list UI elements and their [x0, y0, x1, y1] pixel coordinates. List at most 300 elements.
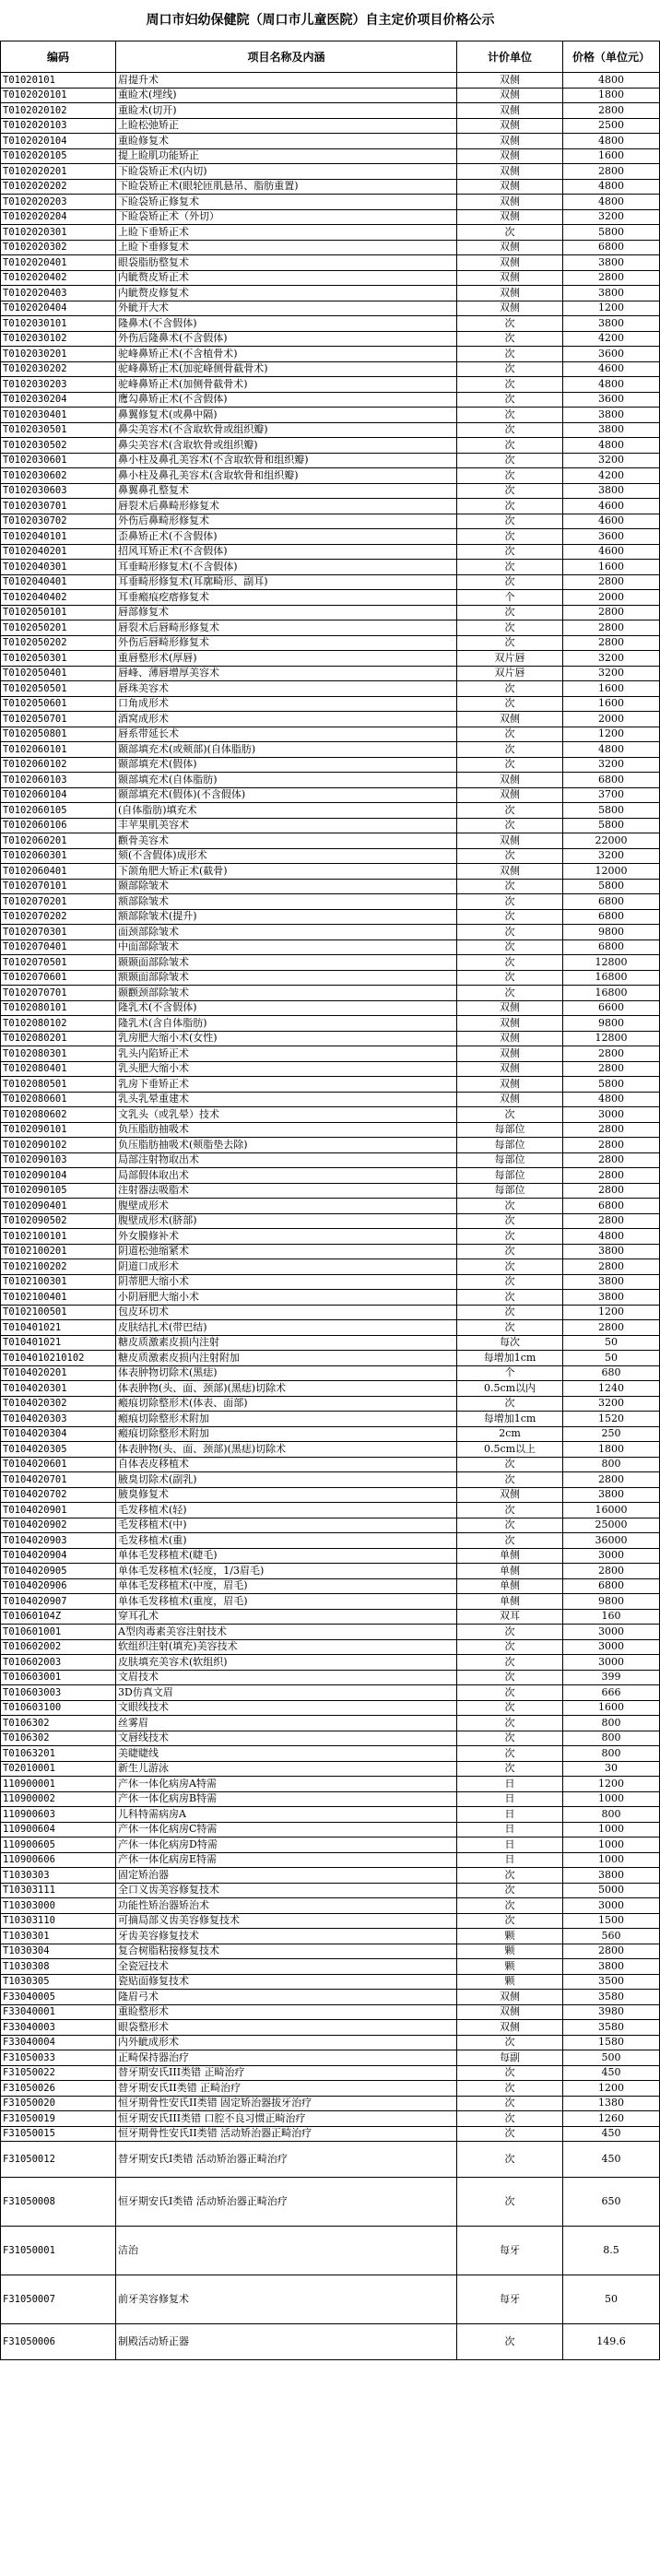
row-code: T010601001 [1, 1625, 116, 1640]
row-unit: 双片唇 [457, 651, 563, 667]
row-unit: 次 [457, 529, 563, 545]
table-row [1, 1761, 660, 1777]
table-row [1, 1533, 660, 1549]
row-unit: 双侧 [457, 164, 563, 180]
row-price: 1520 [563, 1412, 660, 1427]
row-code: T0102020302 [1, 240, 116, 255]
row-item-name: 乳头内陷矫正术 [116, 1046, 457, 1062]
row-item-name: 额颞面部除皱术 [116, 970, 457, 986]
row-item-name: 复合树脂粘接修复技术 [116, 1944, 457, 1959]
row-item-name: 腋臭切除术(副乳) [116, 1472, 457, 1488]
row-item-name: 阴道松弛缩紧术 [116, 1244, 457, 1259]
row-code: F33040003 [1, 2020, 116, 2036]
row-unit: 次 [457, 1274, 563, 1290]
row-unit: 次 [457, 757, 563, 773]
row-unit: 次 [457, 499, 563, 514]
row-code: T0104020302 [1, 1396, 116, 1412]
row-code: T0102040402 [1, 590, 116, 606]
row-unit: 次 [457, 1898, 563, 1914]
row-code: T0102030602 [1, 468, 116, 484]
row-unit: 每部位 [457, 1152, 563, 1168]
table-row [1, 1046, 660, 1062]
table-row [1, 1898, 660, 1914]
table-row [1, 225, 660, 241]
row-unit: 双片唇 [457, 666, 563, 681]
row-code: T0104020701 [1, 1472, 116, 1488]
row-price: 4600 [563, 361, 660, 377]
row-price: 22000 [563, 833, 660, 849]
row-unit: 0.5cm以上 [457, 1442, 563, 1458]
row-code: T0104020702 [1, 1487, 116, 1503]
row-item-name: 体表肿物(头、面、颈部)(黑痣)切除术 [116, 1381, 457, 1397]
table-row [1, 1016, 660, 1032]
table-row [1, 1396, 660, 1412]
row-unit: 每次 [457, 1335, 563, 1351]
row-item-name: 下睑袋矫正修复术 [116, 195, 457, 210]
row-item-name: 颞部除皱术 [116, 879, 457, 894]
row-code: T0104020303 [1, 1412, 116, 1427]
row-unit: 每部位 [457, 1168, 563, 1184]
row-price: 3200 [563, 848, 660, 864]
row-item-name: 正畸保持器治疗 [116, 2050, 457, 2066]
row-unit: 次 [457, 377, 563, 393]
table-row [1, 240, 660, 255]
row-item-name: 颞部填充术(或颊部)(自体脂肪) [116, 742, 457, 758]
row-item-name: 体表肿物切除术(黑痣) [116, 1365, 457, 1381]
row-code: 110900604 [1, 1822, 116, 1837]
table-row [1, 833, 660, 849]
row-code: T01020101 [1, 73, 116, 89]
table-row [1, 1746, 660, 1762]
row-item-name: 单体毛发移植术(轻度，1/3眉毛) [116, 1564, 457, 1579]
table-row [1, 1518, 660, 1533]
row-item-name: 腹壁成形术 [116, 1199, 457, 1214]
row-price: 450 [563, 2065, 660, 2081]
row-price: 4800 [563, 1092, 660, 1107]
row-item-name: 乳头乳晕重建术 [116, 1092, 457, 1107]
table-row [1, 2111, 660, 2127]
table-row [1, 1274, 660, 1290]
row-code: T0104020901 [1, 1503, 116, 1518]
row-code: T0102090104 [1, 1168, 116, 1184]
header-code: 编码 [1, 41, 116, 73]
table-row [1, 514, 660, 529]
row-unit: 次 [457, 1457, 563, 1472]
row-code: 110900603 [1, 1807, 116, 1823]
row-price: 1600 [563, 148, 660, 164]
row-item-name: A型肉毒素美容注射技术 [116, 1625, 457, 1640]
table-row [1, 1503, 660, 1518]
row-price: 25000 [563, 1518, 660, 1533]
row-unit: 次 [457, 1913, 563, 1929]
row-unit: 双侧 [457, 1016, 563, 1032]
row-price: 2800 [563, 1138, 660, 1153]
table-row [1, 377, 660, 393]
row-price: 2800 [563, 1168, 660, 1184]
table-row [1, 2065, 660, 2081]
table-row [1, 590, 660, 606]
table-row [1, 1183, 660, 1199]
table-row [1, 1426, 660, 1442]
row-price: 3800 [563, 316, 660, 332]
row-item-name: 腋臭修复术 [116, 1487, 457, 1503]
row-unit: 双侧 [457, 286, 563, 301]
row-code: T1030303 [1, 1868, 116, 1884]
row-unit: 双侧 [457, 255, 563, 271]
table-row [1, 1822, 660, 1837]
row-item-name: 眼袋脂肪整复术 [116, 255, 457, 271]
row-price: 3000 [563, 1655, 660, 1671]
row-price: 16000 [563, 1503, 660, 1518]
table-row [1, 925, 660, 940]
row-code: T0102060103 [1, 773, 116, 788]
table-row [1, 1700, 660, 1716]
row-code: F31050026 [1, 2081, 116, 2097]
row-code: T0102100501 [1, 1305, 116, 1320]
table-body [1, 73, 660, 2360]
row-unit: 次 [457, 1761, 563, 1777]
row-unit: 每部位 [457, 1183, 563, 1199]
row-item-name: 内眦赘皮矫正术 [116, 270, 457, 286]
row-code: T0102080301 [1, 1046, 116, 1062]
row-code: T0102100201 [1, 1244, 116, 1259]
row-price: 3800 [563, 483, 660, 499]
table-row [1, 2275, 660, 2324]
row-item-name: 替牙期安氏I类错 活动矫治器正畸治疗 [116, 2142, 457, 2178]
row-price: 2800 [563, 1564, 660, 1579]
row-code: T0104020904 [1, 1548, 116, 1564]
table-row [1, 1365, 660, 1381]
table-row [1, 2227, 660, 2275]
row-price: 3980 [563, 2004, 660, 2020]
row-item-name: 恒牙期骨性安氏II类错 活动矫治器正畸治疗 [116, 2126, 457, 2142]
table-row [1, 1000, 660, 1016]
row-code: T0102040201 [1, 544, 116, 560]
row-unit: 颗 [457, 1959, 563, 1975]
row-price: 4200 [563, 331, 660, 347]
row-unit: 次 [457, 2324, 563, 2360]
row-item-name: 鼻小柱及鼻孔美容术(不含取软骨和组织瓣) [116, 453, 457, 468]
row-item-name: 驼峰鼻矫正术(加侧骨截骨术) [116, 377, 457, 393]
row-item-name: 下睑袋矫正术(眼轮匝肌悬吊、脂肪重置) [116, 179, 457, 195]
row-unit: 双侧 [457, 195, 563, 210]
row-unit: 次 [457, 2142, 563, 2178]
row-code: T0104020906 [1, 1578, 116, 1594]
row-price: 3800 [563, 1290, 660, 1306]
row-price: 4800 [563, 1229, 660, 1245]
row-price: 2800 [563, 164, 660, 180]
row-code: T0102050301 [1, 651, 116, 667]
row-unit: 双侧 [457, 1061, 563, 1077]
row-code: T0102100202 [1, 1259, 116, 1275]
row-item-name: 局部注射物取出术 [116, 1152, 457, 1168]
row-item-name: 隆乳术(含自体脂肪) [116, 1016, 457, 1032]
row-price: 2800 [563, 270, 660, 286]
row-item-name: 3D仿真文眉 [116, 1685, 457, 1701]
row-price: 1580 [563, 2035, 660, 2050]
table-row [1, 712, 660, 727]
row-code: T0102050201 [1, 620, 116, 636]
row-code: T0106302 [1, 1731, 116, 1746]
row-code: T10303111 [1, 1883, 116, 1898]
row-code: 110900606 [1, 1852, 116, 1868]
row-price: 2800 [563, 1046, 660, 1062]
row-price: 650 [563, 2178, 660, 2227]
table-row [1, 148, 660, 164]
row-price: 3800 [563, 255, 660, 271]
row-item-name: 外眦开大术 [116, 301, 457, 316]
row-price: 5800 [563, 879, 660, 894]
table-row [1, 1670, 660, 1685]
row-code: T1030301 [1, 1929, 116, 1944]
row-unit: 次 [457, 1213, 563, 1229]
row-item-name: 鼻小柱及鼻孔美容术(含取软骨和组织瓣) [116, 468, 457, 484]
row-unit: 次 [457, 408, 563, 423]
table-row [1, 864, 660, 880]
row-price: 800 [563, 1746, 660, 1762]
table-row [1, 1168, 660, 1184]
row-unit: 日 [457, 1837, 563, 1853]
table-row [1, 742, 660, 758]
row-unit: 次 [457, 620, 563, 636]
row-unit: 次 [457, 742, 563, 758]
row-code: T0104020902 [1, 1518, 116, 1533]
row-item-name: 牙齿美容修复技术 [116, 1929, 457, 1944]
row-price: 3800 [563, 1959, 660, 1975]
row-item-name: 唇峰、薄唇增厚美容术 [116, 666, 457, 681]
row-price: 1380 [563, 2096, 660, 2111]
row-price: 6800 [563, 894, 660, 910]
row-code: F31050033 [1, 2050, 116, 2066]
row-code: T0104020301 [1, 1381, 116, 1397]
table-row [1, 209, 660, 225]
row-price: 4200 [563, 468, 660, 484]
table-row [1, 635, 660, 651]
table-row [1, 1655, 660, 1671]
row-price: 6800 [563, 1578, 660, 1594]
row-code: T0102100101 [1, 1229, 116, 1245]
row-code: T0102070701 [1, 986, 116, 1001]
row-price: 2500 [563, 118, 660, 134]
row-unit: 次 [457, 2111, 563, 2127]
table-row [1, 1639, 660, 1655]
row-price: 500 [563, 2050, 660, 2066]
row-price: 12000 [563, 864, 660, 880]
row-item-name: 重睑修复术 [116, 134, 457, 149]
row-price: 4800 [563, 134, 660, 149]
table-row [1, 1229, 660, 1245]
row-item-name: 软组织注射(填充)美容技术 [116, 1639, 457, 1655]
row-item-name: 颞部填充术(自体脂肪) [116, 773, 457, 788]
row-code: T0104020905 [1, 1564, 116, 1579]
row-price: 1200 [563, 301, 660, 316]
row-price: 800 [563, 1716, 660, 1731]
table-row [1, 316, 660, 332]
row-code: T0102030502 [1, 438, 116, 454]
row-item-name: 中面部除皱术 [116, 939, 457, 955]
row-price: 2800 [563, 635, 660, 651]
row-unit: 单侧 [457, 1548, 563, 1564]
row-code: T0102070202 [1, 909, 116, 925]
row-item-name: 产休一体化病房D特需 [116, 1837, 457, 1853]
table-row [1, 1791, 660, 1807]
row-unit: 次 [457, 422, 563, 438]
row-item-name: 眉提升术 [116, 73, 457, 89]
table-row [1, 1320, 660, 1336]
row-unit: 次 [457, 1244, 563, 1259]
row-unit: 次 [457, 1320, 563, 1336]
row-unit: 日 [457, 1807, 563, 1823]
table-row [1, 179, 660, 195]
row-code: T1030308 [1, 1959, 116, 1975]
row-item-name: 口角成形术 [116, 696, 457, 712]
row-item-name: 产休一体化病房C特需 [116, 1822, 457, 1837]
row-unit: 次 [457, 1700, 563, 1716]
row-price: 16800 [563, 970, 660, 986]
row-code: T0104020907 [1, 1594, 116, 1610]
table-row [1, 164, 660, 180]
row-code: T0102020201 [1, 164, 116, 180]
table-row [1, 1351, 660, 1366]
row-item-name: 产休一体化病房B特需 [116, 1791, 457, 1807]
table-row [1, 453, 660, 468]
row-item-name: 额部除皱术 [116, 894, 457, 910]
row-price: 3800 [563, 1868, 660, 1884]
row-code: T0102070101 [1, 879, 116, 894]
row-unit: 次 [457, 1518, 563, 1533]
row-price: 1200 [563, 2081, 660, 2097]
table-row [1, 1716, 660, 1731]
table-row [1, 757, 660, 773]
row-price: 2800 [563, 620, 660, 636]
row-code: T0102030204 [1, 392, 116, 408]
row-price: 3200 [563, 651, 660, 667]
row-unit: 双侧 [457, 148, 563, 164]
table-row [1, 1625, 660, 1640]
row-item-name: 乳房下垂矫正术 [116, 1077, 457, 1093]
row-unit: 每增加1cm [457, 1412, 563, 1427]
table-row [1, 1609, 660, 1625]
row-unit: 每增加1cm [457, 1351, 563, 1366]
row-code: 110900605 [1, 1837, 116, 1853]
row-unit: 次 [457, 544, 563, 560]
row-price: 800 [563, 1807, 660, 1823]
row-unit: 次 [457, 2178, 563, 2227]
row-code: T0102100401 [1, 1290, 116, 1306]
row-item-name: 替牙期安氏III类错 正畸治疗 [116, 2065, 457, 2081]
row-price: 4800 [563, 742, 660, 758]
row-code: T0102020301 [1, 225, 116, 241]
row-price: 4600 [563, 514, 660, 529]
row-item-name: 注射器法吸脂术 [116, 1183, 457, 1199]
row-item-name: 美睫睫线 [116, 1746, 457, 1762]
row-item-name: 糖皮质激素皮损内注射 [116, 1335, 457, 1351]
row-price: 36000 [563, 1533, 660, 1549]
row-unit: 次 [457, 574, 563, 590]
row-price: 399 [563, 1670, 660, 1685]
row-item-name: 颞部填充术(假体)(不含假体) [116, 787, 457, 803]
row-item-name: 皮肤填充美容术(软组织) [116, 1655, 457, 1671]
row-price: 4600 [563, 544, 660, 560]
row-code: F33040001 [1, 2004, 116, 2020]
row-unit: 日 [457, 1822, 563, 1837]
row-item-name: 全口义齿美容修复技术 [116, 1883, 457, 1898]
row-price: 50 [563, 1335, 660, 1351]
row-code: T0102060105 [1, 803, 116, 819]
table-row [1, 939, 660, 955]
row-unit: 次 [457, 2096, 563, 2111]
row-unit: 次 [457, 2035, 563, 2050]
row-price: 3580 [563, 1990, 660, 2005]
row-unit: 次 [457, 955, 563, 971]
page-title: 周口市妇幼保健院（周口市儿童医院）自主定价项目价格公示 [146, 13, 495, 28]
row-unit: 双侧 [457, 2020, 563, 2036]
row-code: T010603001 [1, 1670, 116, 1685]
row-code: T0102050601 [1, 696, 116, 712]
row-code: T0102060104 [1, 787, 116, 803]
row-unit: 次 [457, 468, 563, 484]
table-row [1, 483, 660, 499]
row-item-name: 耳垂畸形修复术(不含假体) [116, 560, 457, 575]
row-code: T01060104Z [1, 1609, 116, 1625]
row-price: 1000 [563, 1837, 660, 1853]
row-code: T0102070201 [1, 894, 116, 910]
row-code: T0102060201 [1, 833, 116, 849]
row-code: T0102070501 [1, 955, 116, 971]
row-unit: 次 [457, 361, 563, 377]
row-unit: 次 [457, 848, 563, 864]
row-code: F31050007 [1, 2275, 116, 2324]
table-row [1, 787, 660, 803]
row-code: T010401021 [1, 1320, 116, 1336]
row-unit: 0.5cm以内 [457, 1381, 563, 1397]
row-code: F33040005 [1, 1990, 116, 2005]
row-price: 4600 [563, 499, 660, 514]
table-row [1, 499, 660, 514]
table-row [1, 331, 660, 347]
row-unit: 次 [457, 1229, 563, 1245]
row-code: F31050015 [1, 2126, 116, 2142]
row-code: F31050006 [1, 2324, 116, 2360]
row-unit: 次 [457, 970, 563, 986]
table-row [1, 666, 660, 681]
row-item-name: 文眉技术 [116, 1670, 457, 1685]
row-code: 110900001 [1, 1777, 116, 1792]
table-row [1, 1335, 660, 1351]
row-item-name: 重睑术(切开) [116, 103, 457, 119]
row-unit: 双侧 [457, 209, 563, 225]
row-code: T0102090103 [1, 1152, 116, 1168]
row-unit: 次 [457, 1396, 563, 1412]
row-item-name: 皮肤结扎术(带巴结) [116, 1320, 457, 1336]
row-unit: 每牙 [457, 2275, 563, 2324]
row-code: T0102050101 [1, 605, 116, 620]
row-unit: 单侧 [457, 1564, 563, 1579]
table-row [1, 347, 660, 362]
row-code: T0102030202 [1, 361, 116, 377]
row-code: T0102030102 [1, 331, 116, 347]
row-price: 5800 [563, 1077, 660, 1093]
row-item-name: 小阴唇肥大缩小术 [116, 1290, 457, 1306]
row-item-name: 鼻尖美容术(含取软骨或组织瓣) [116, 438, 457, 454]
row-price: 1260 [563, 2111, 660, 2127]
row-item-name: 隆乳术(不含假体) [116, 1000, 457, 1016]
table-row [1, 773, 660, 788]
row-item-name: 面颈部除皱术 [116, 925, 457, 940]
table-header-row [1, 41, 660, 73]
row-item-name: 重睑整形术 [116, 2004, 457, 2020]
row-code: T0102030702 [1, 514, 116, 529]
